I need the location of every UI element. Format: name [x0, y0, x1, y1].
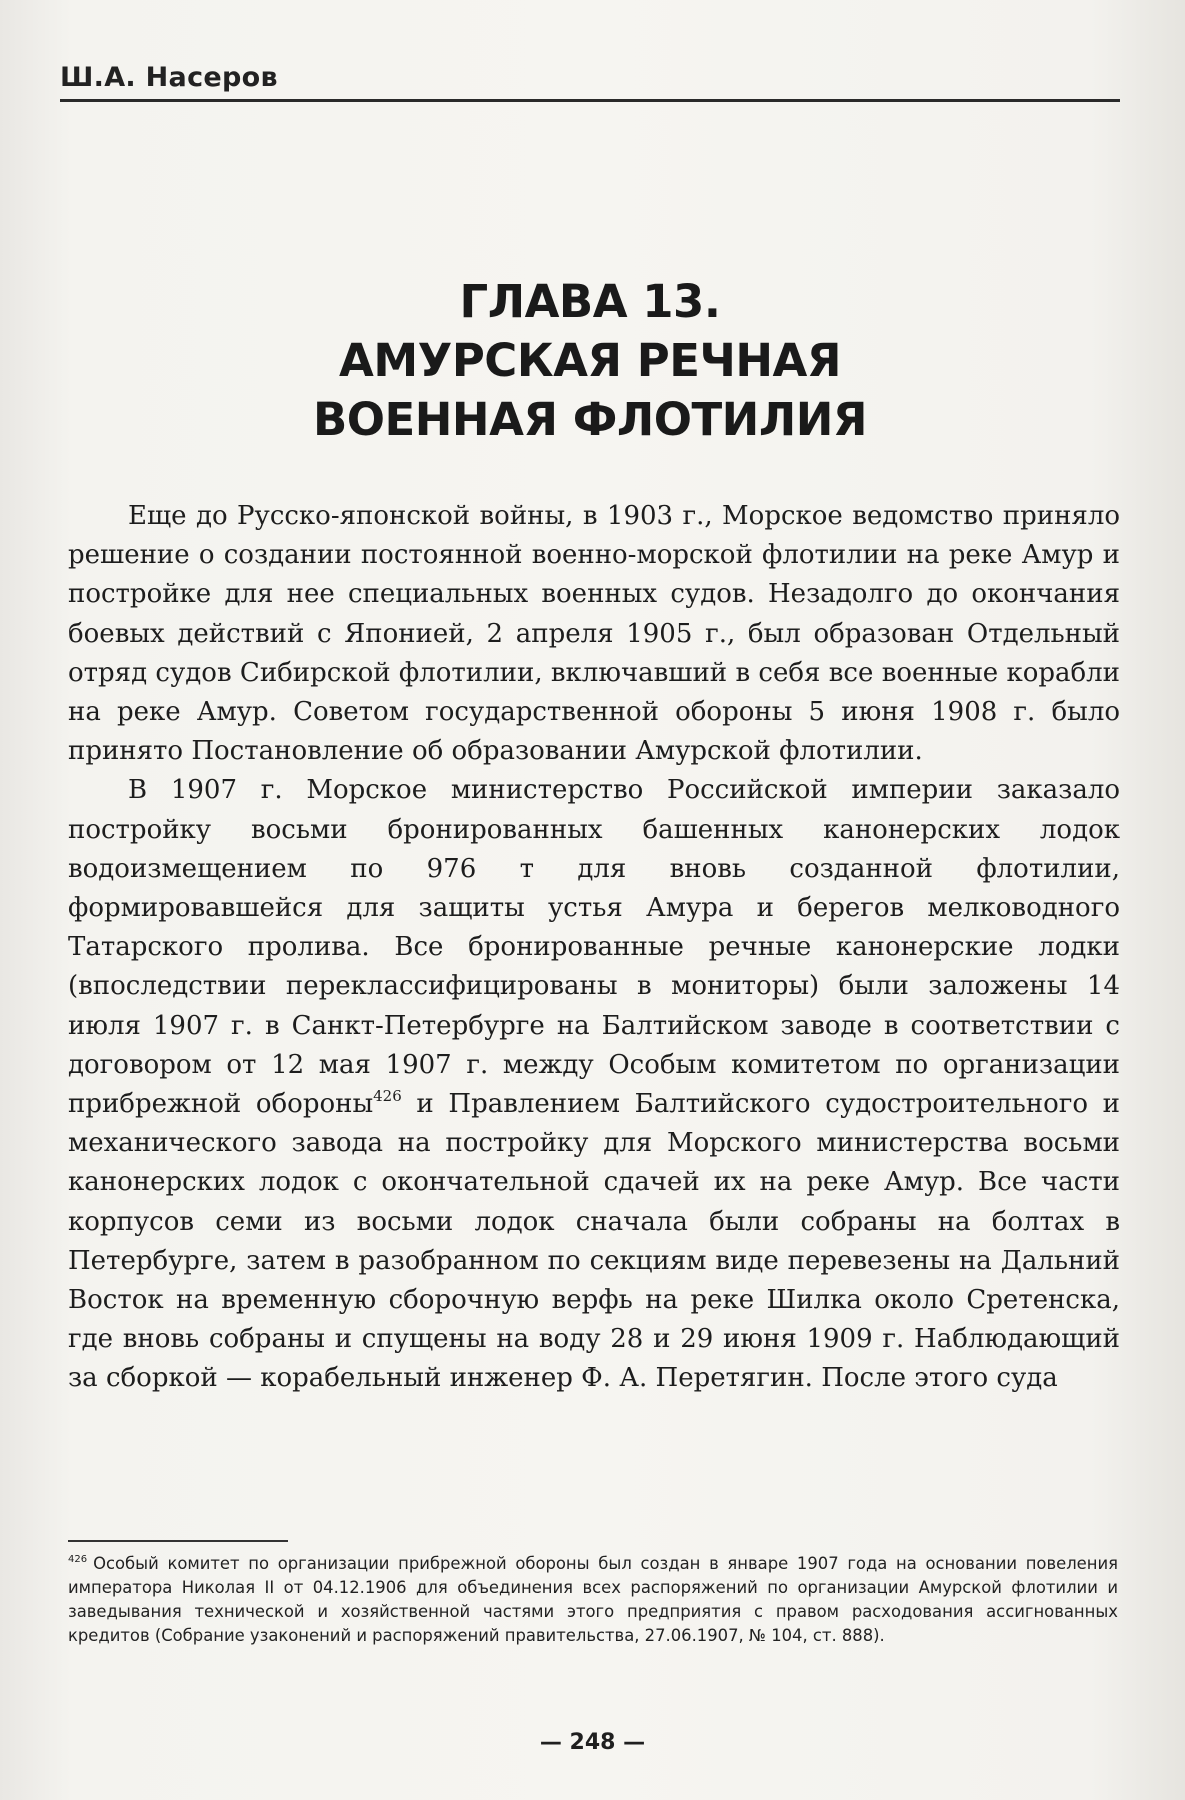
footnote-text: Особый комитет по организации прибрежной обороны был создан в январе 1907 года на основании повеления императора Николая II от 04.12.1906 для объединения всех распоряжений по организации Амурской флотилии и заведывания технической и хозяйственной частями этого предприятия с правом расходования ассигнованных кредитов (Собрание узаконений и распоряжений правительства, 27.06.1907, № 104, ст. 888).	[68, 1554, 1118, 1645]
chapter-title-line-1: ГЛАВА 13.	[459, 275, 721, 328]
paragraph-2	[68, 771, 1120, 1398]
body-text	[68, 497, 1120, 1399]
chapter-title	[60, 272, 1120, 449]
footnote	[68, 1552, 1118, 1648]
running-head-author: Ш.А. Насеров	[60, 62, 278, 93]
footnote-rule	[68, 1540, 288, 1542]
paragraph-2-part-a: В 1907 г. Морское министерство Российской империи заказало постройку восьми бронированных башенных канонерских лодок водоизмещением по 976 т для вновь созданной флотилии, формировавшейся для защиты устья Амура и берегов мелководного Татарского пролива. Все бронированные речные канонерские лодки (впоследствии переклассифицированы в мониторы) были заложены 14 июля 1907 г. в Санкт-Петербурге на Балтийском заводе в соответствии с договором от 12 мая 1907 г. между Особым комитетом по организации прибрежной обороны	[68, 775, 1120, 1120]
page-number: — 248 —	[539, 1730, 646, 1755]
footnote-mark: 426	[68, 1554, 88, 1565]
chapter-title-line-3: ВОЕННАЯ ФЛОТИЛИЯ	[312, 393, 868, 446]
footnote-reference: 426	[373, 1087, 402, 1106]
paragraph-2-part-b: и Правлением Балтийского судостроительного и механического завода на постройку для Морского министерства восьми канонерских лодок с окончательной сдачей их на реке Амур. Все части корпусов семи из восьми лодок сначала были собраны на болтах в Петербурге, затем в разобранном по секциям виде перевезены на Дальний Восток на временную сборочную верфь на реке Шилка около Сретенска, где вновь собраны и спущены на воду 28 и 29 июня 1909 г. Наблюдающий за сборкой — корабельный инженер Ф. А. Перетягин. После этого суда	[68, 1089, 1120, 1394]
paragraph-1: Еще до Русско-японской войны, в 1903 г., Морское ведомство приняло решение о создании постоянной военно-морской флотилии на реке Амур и постройке для нее специальных военных судов. Незадолго до окончания боевых действий с Японией, 2 апреля 1905 г., был образован Отдельный отряд судов Сибирской флотилии, включавший в себя все военные корабли на реке Амур. Советом государственной обороны 5 июня 1908 г. было принято Постановление об образовании Амурской флотилии.	[68, 501, 1120, 767]
header-rule	[60, 99, 1120, 102]
chapter-title-line-2: АМУРСКАЯ РЕЧНАЯ	[339, 334, 841, 387]
